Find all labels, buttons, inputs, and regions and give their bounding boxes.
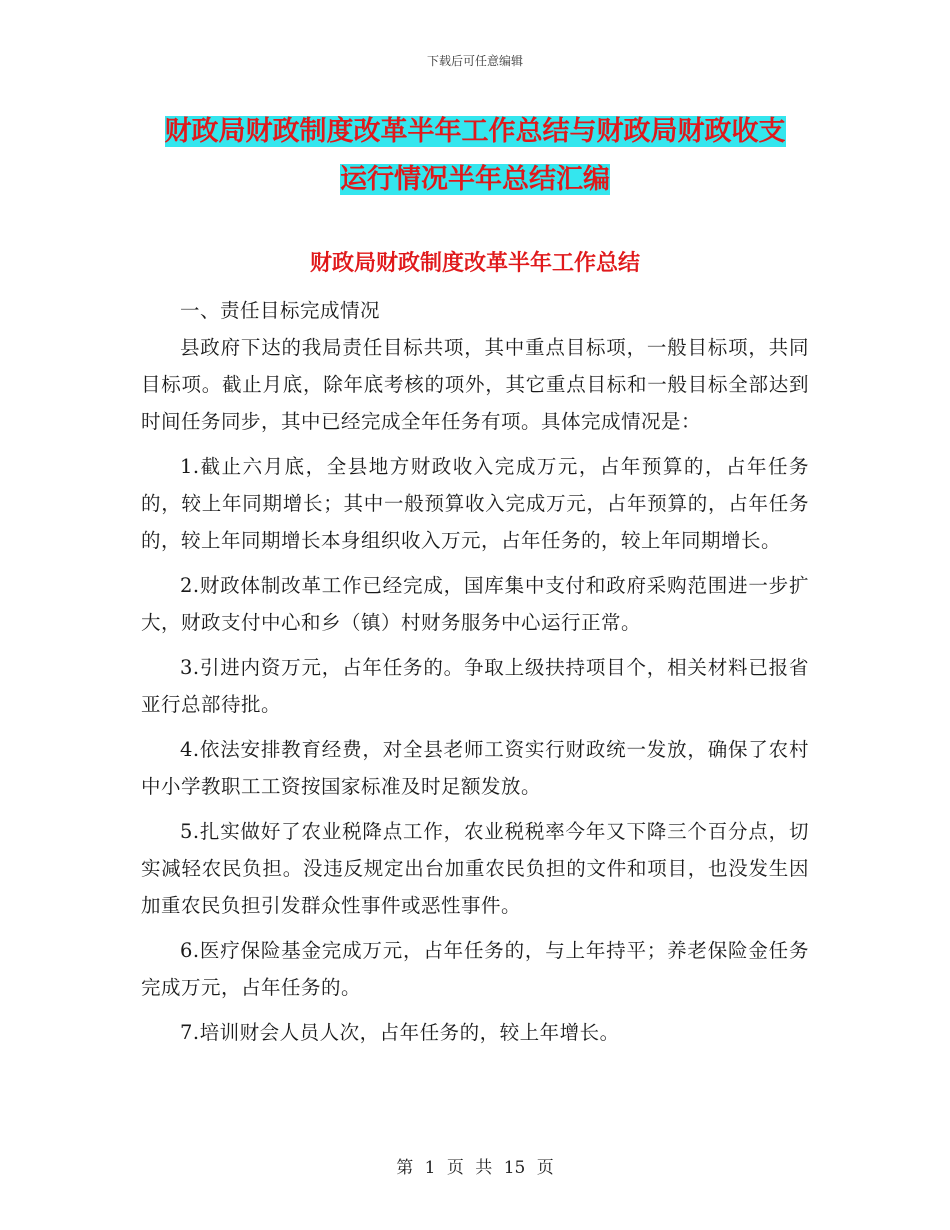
list-item: 1.截止六月底，全县地方财政收入完成万元，占年预算的，占年任务的，较上年同期增长；其中一般预算收入完成万元，占年预算的，占年任务的，较上年同期增长本身组织收入万元，占年任务的，较上年同期增长。 <box>141 455 809 552</box>
document-title-line-2: 运行情况半年总结汇编 <box>340 164 610 195</box>
list-item: 5.扎实做好了农业税降点工作，农业税税率今年又下降三个百分点，切实减轻农民负担。没违反规定出台加重农民负担的文件和项目，也没发生因加重农民负担引发群众性事件或恶性事件。 <box>141 820 809 917</box>
document-title-line-1: 财政局财政制度改革半年工作总结与财政局财政收支 <box>164 116 786 147</box>
header-note: 下载后可任意编辑 <box>426 54 523 68</box>
list-item: 6.医疗保险基金完成万元，占年任务的，与上年持平；养老保险金任务完成万元，占年任务的。 <box>141 939 809 999</box>
list-item: 3.引进内资万元，占年任务的。争取上级扶持项目个，相关材料已报省亚行总部待批。 <box>141 656 809 716</box>
document-title <box>140 108 810 204</box>
list-item: 2.财政体制改革工作已经完成，国库集中支付和政府采购范围进一步扩大，财政支付中心和乡（镇）村财务服务中心运行正常。 <box>141 574 809 634</box>
section-title: 财政局财政制度改革半年工作总结 <box>309 251 640 276</box>
page-number: 第 1 页 共 15 页 <box>396 1158 554 1178</box>
list-item: 4.依法安排教育经费，对全县老师工资实行财政统一发放，确保了农村中小学教职工工资按国家标准及时足额发放。 <box>141 738 809 798</box>
section-heading: 一、责任目标完成情况 <box>180 299 381 322</box>
intro-paragraph: 县政府下达的我局责任目标共项，其中重点目标项，一般目标项，共同目标项。截止月底，除年底考核的项外，其它重点目标和一般目标全部达到时间任务同步，其中已经完成全年任务有项。具体完成情况是： <box>141 336 809 433</box>
list-item: 7.培训财会人员人次，占年任务的，较上年增长。 <box>180 1021 620 1044</box>
document-body <box>141 292 809 1051</box>
